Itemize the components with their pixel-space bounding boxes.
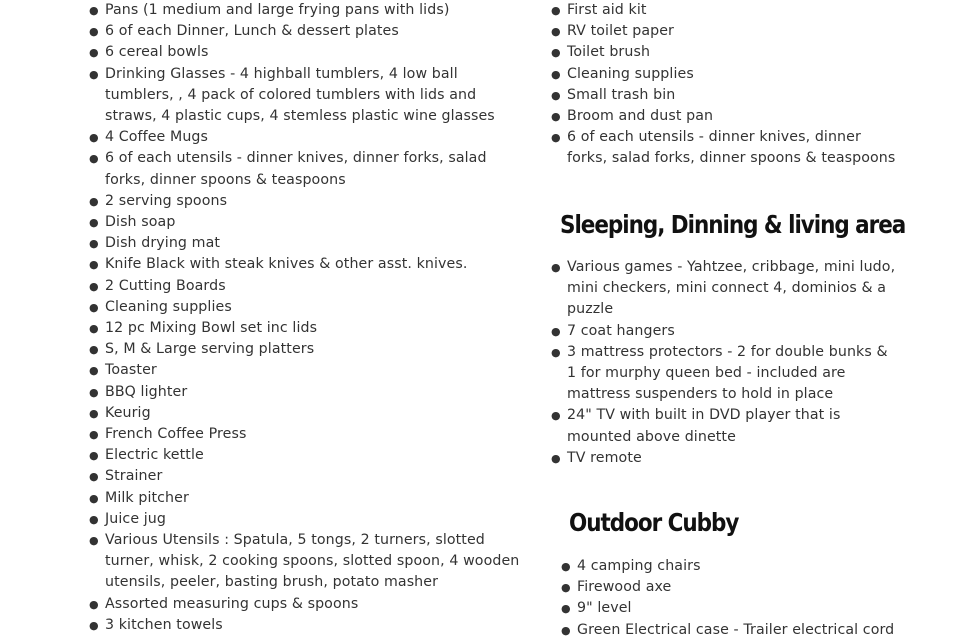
list-item: ● Cleaning supplies [105,297,525,318]
list-item: ● Various Utensils : Spatula, 5 tongs, 2 turners, slotted turner, whisk, 2 cooking spoons, slotted spoon, 4 wooden utensils, peeler, basting brush, potato masher [89,532,520,591]
kitchen-column [89,0,525,636]
list-item: ● Knife Black with steak knives & other asst. knives. [105,254,525,275]
list-item: ● Green Electrical case - Trailer electrical cord [577,620,907,641]
bullet-icon: ● [89,385,99,399]
bullet-icon: ● [89,470,99,484]
list-item: ● 6 of each Dinner, Lunch & dessert plates [105,21,525,42]
list-item: ● 12 pc Mixing Bowl set inc lids [105,318,525,339]
sleeping-section-heading: Sleeping, Dinning & living area [560,210,906,239]
list-item: ● French Coffee Press [105,424,525,445]
bullet-icon: ● [89,46,99,60]
bullet-icon: ● [89,534,99,548]
bullet-icon: ● [89,4,99,17]
list-item: ● TV remote [567,448,897,469]
list-item: ● 4 Coffee Mugs [105,127,525,148]
bullet-icon: ● [89,279,99,293]
bullet-icon: ● [551,451,561,465]
list-item: ● 4 camping chairs [577,556,907,577]
list-item: ● Juice jug [105,509,525,530]
bullet-icon: ● [89,131,99,145]
bullet-icon: ● [89,597,99,611]
bullet-icon: ● [551,131,561,145]
bullet-icon: ● [89,258,99,272]
list-item: ● S, M & Large serving platters [105,339,525,360]
list-item: ● Drinking Glasses - 4 highball tumblers, 4 low ball tumblers, , 4 pack of colored tumblers with lids and straws, 4 plastic cups, 4 stemless plastic wine glasses [89,65,495,125]
outdoor-list [561,556,907,641]
list-item: ● Toaster [105,360,525,381]
bullet-icon: ● [89,449,99,463]
list-item: ● 6 of each utensils - dinner knives, dinner forks, salad forks, dinner spoons & teaspoons [89,150,487,188]
list-item: ● Toilet brush [567,42,897,63]
bullet-icon: ● [551,261,561,274]
outdoor-column [561,556,907,641]
list-item: ● Firewood axe [577,577,907,598]
list-item: ● 9" level [577,598,907,619]
list-item: ● Small trash bin [567,85,897,106]
bullet-icon: ● [561,623,571,637]
bullet-icon: ● [551,25,561,39]
bullet-icon: ● [89,216,99,230]
list-item: ● Strainer [105,466,525,487]
bullet-icon: ● [89,322,99,336]
outdoor-section-heading: Outdoor Cubby [569,508,739,537]
bullet-icon: ● [89,491,99,505]
list-item: ● Electric kettle [105,445,525,466]
list-item: ● 6 cereal bowls [105,42,525,63]
bullet-icon: ● [89,25,99,39]
bathroom-list [551,0,897,170]
sleeping-column [551,257,897,469]
bullet-icon: ● [551,46,561,60]
bullet-icon: ● [89,152,99,166]
list-item: ● BBQ lighter [105,382,525,403]
bullet-icon: ● [551,409,561,423]
list-item: ● First aid kit [567,0,897,21]
list-item: ● 2 Cutting Boards [105,276,525,297]
list-item: ● Cleaning supplies [567,64,897,85]
list-item: ● 24" TV with built in DVD player that is mounted above dinette [551,407,841,445]
bathroom-column [551,0,897,170]
bullet-icon: ● [89,406,99,420]
bullet-icon: ● [551,345,561,359]
bullet-icon: ● [89,237,99,251]
bullet-icon: ● [551,4,561,17]
list-item: ● Broom and dust pan [567,106,897,127]
list-item: ● Assorted measuring cups & spoons [105,594,525,615]
list-item: ● Pans (1 medium and large frying pans with lids) [105,0,525,21]
bullet-icon: ● [561,581,571,595]
sleeping-list [551,257,897,469]
bullet-icon: ● [561,602,571,616]
bullet-icon: ● [89,428,99,442]
list-item: ● Dish drying mat [105,233,525,254]
list-item: ● Keurig [105,403,525,424]
bullet-icon: ● [551,110,561,124]
list-item: ● Dish soap [105,212,525,233]
list-item: ● 7 coat hangers [567,321,897,342]
bullet-icon: ● [89,618,99,632]
bullet-icon: ● [89,300,99,314]
list-item: ● 6 of each utensils - dinner knives, dinner forks, salad forks, dinner spoons & teaspoons [551,129,896,167]
bullet-icon: ● [89,67,99,81]
list-item: ● 2 serving spoons [105,191,525,212]
bullet-icon: ● [561,560,571,573]
list-item: ● Various games - Yahtzee, cribbage, mini ludo, mini checkers, mini connect 4, dominios & a puzzle [551,259,896,318]
list-item: ● Milk pitcher [105,488,525,509]
bullet-icon: ● [89,194,99,208]
list-item: ● 3 mattress protectors - 2 for double bunks & 1 for murphy queen bed - included are mattress suspenders to hold in place [551,343,888,403]
bullet-icon: ● [89,512,99,526]
bullet-icon: ● [89,343,99,357]
bullet-icon: ● [89,364,99,378]
list-item: ● RV toilet paper [567,21,897,42]
bullet-icon: ● [551,88,561,102]
bullet-icon: ● [551,324,561,338]
list-item: ● 3 kitchen towels [105,615,525,636]
kitchen-list [89,0,525,636]
bullet-icon: ● [551,67,561,81]
